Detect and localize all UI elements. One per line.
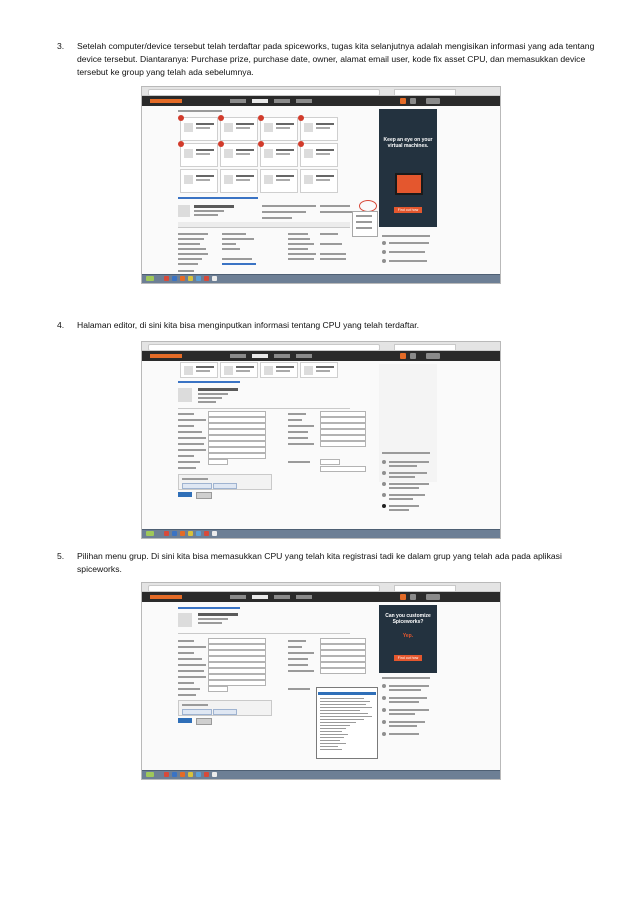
edit-menu xyxy=(352,211,378,237)
app-logo xyxy=(150,354,182,358)
ad-headline: Keep an eye on your virtual machines. xyxy=(383,137,433,149)
app-navbar xyxy=(142,351,500,361)
sidebar-ad xyxy=(379,605,437,673)
save-button[interactable] xyxy=(178,718,192,723)
os-taskbar xyxy=(142,529,500,538)
app-logo xyxy=(150,595,182,599)
app-logo xyxy=(150,99,182,103)
screenshot-group-menu xyxy=(141,582,501,780)
app-navbar xyxy=(142,96,500,106)
ad-headline: Can you customize Spiceworks? xyxy=(385,613,431,625)
screenshot-device-list xyxy=(141,86,501,284)
browser-chrome xyxy=(142,87,500,96)
ad-subline: Yep. xyxy=(402,633,414,639)
monitor-icon xyxy=(395,173,423,195)
sidebar-ad xyxy=(379,109,437,227)
step-number: 5. xyxy=(57,551,65,561)
step-text: Halaman editor, di sini kita bisa menginputkan informasi tentang CPU yang telah terdaftar. xyxy=(77,320,420,330)
step-number: 3. xyxy=(57,41,65,51)
os-taskbar xyxy=(142,770,500,779)
browser-chrome xyxy=(142,583,500,592)
group-dropdown[interactable] xyxy=(316,687,378,759)
ad-button[interactable]: Find out how xyxy=(394,655,422,661)
save-button[interactable] xyxy=(178,492,192,497)
browser-chrome xyxy=(142,342,500,351)
step-text: Pilihan menu grup. Di sini kita bisa memasukkan CPU yang telah kita registrasi tadi ke dalam grup yang telah ada pada aplikasi spiceworks. xyxy=(77,551,562,574)
cancel-button[interactable] xyxy=(196,492,212,499)
app-navbar xyxy=(142,592,500,602)
screenshot-device-editor xyxy=(141,341,501,539)
step-text: Setelah computer/device tersebut telah terdaftar pada spiceworks, tugas kita selanjutnya adalah mengisikan informasi yang ada tentang device tersebut. Diantaranya: Purchase prize, purchase date, owner, alamat email user, kode fix asset CPU, dan memasukkan device tersebut ke group yang telah ada sebelumnya. xyxy=(77,41,595,77)
ad-button[interactable]: Find out how xyxy=(394,207,422,213)
os-taskbar xyxy=(142,274,500,283)
step-number: 4. xyxy=(57,320,65,330)
cancel-button[interactable] xyxy=(196,718,212,725)
